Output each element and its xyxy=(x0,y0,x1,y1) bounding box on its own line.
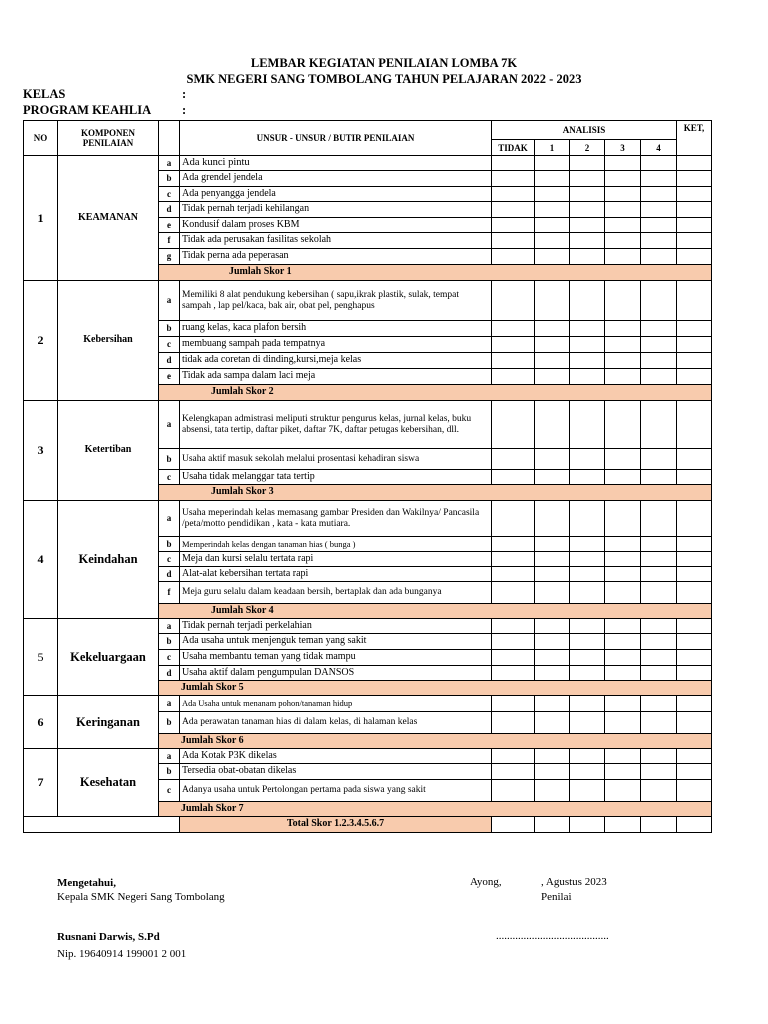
score-cell[interactable] xyxy=(677,666,712,681)
score-cell[interactable] xyxy=(641,281,677,321)
score-cell[interactable] xyxy=(641,552,677,567)
sum-label: Jumlah Skor 2 xyxy=(159,385,712,401)
score-cell[interactable] xyxy=(535,749,570,764)
score-cell[interactable] xyxy=(492,187,535,202)
header-unsur: UNSUR - UNSUR / BUTIR PENILAIAN xyxy=(180,121,492,156)
item-letter: g xyxy=(159,249,180,265)
header-blank xyxy=(159,121,180,156)
score-cell[interactable] xyxy=(570,666,605,681)
section-name: Kebersihan xyxy=(58,281,159,401)
item-text: Adanya usaha untuk Pertolongan pertama pada siswa yang sakit xyxy=(180,780,492,802)
score-cell[interactable] xyxy=(641,449,677,470)
item-letter: c xyxy=(159,470,180,485)
score-cell[interactable] xyxy=(570,537,605,552)
score-cell[interactable] xyxy=(492,156,535,171)
score-cell[interactable] xyxy=(492,353,535,369)
score-cell[interactable] xyxy=(570,249,605,265)
item-text: Kelengkapan admistrasi meliputi struktur pengurus kelas, jurnal kelas, buku absensi, tata tertip, daftar piket, daftar 7K, daftar petugas kebersihan, dll. xyxy=(180,401,492,449)
score-cell[interactable] xyxy=(641,666,677,681)
score-cell[interactable] xyxy=(570,634,605,650)
score-cell[interactable] xyxy=(677,552,712,567)
item-text: ruang kelas, kaca plafon bersih xyxy=(180,321,492,337)
score-cell[interactable] xyxy=(605,337,641,353)
item-letter: a xyxy=(159,156,180,171)
score-cell[interactable] xyxy=(641,634,677,650)
item-letter: c xyxy=(159,552,180,567)
score-cell[interactable] xyxy=(677,249,712,265)
score-cell[interactable] xyxy=(570,187,605,202)
score-cell[interactable] xyxy=(605,401,641,449)
score-cell[interactable] xyxy=(605,281,641,321)
score-cell[interactable] xyxy=(677,650,712,666)
score-cell[interactable] xyxy=(570,281,605,321)
score-cell[interactable] xyxy=(605,619,641,634)
score-cell[interactable] xyxy=(677,780,712,802)
score-cell[interactable] xyxy=(570,552,605,567)
item-letter: a xyxy=(159,501,180,537)
header-tidak: TIDAK xyxy=(492,140,535,156)
score-cell[interactable] xyxy=(535,218,570,233)
score-cell[interactable] xyxy=(677,171,712,187)
score-cell[interactable] xyxy=(605,567,641,582)
table-row xyxy=(24,281,712,321)
score-cell[interactable] xyxy=(605,233,641,249)
score-cell[interactable] xyxy=(570,650,605,666)
score-cell[interactable] xyxy=(641,233,677,249)
score-cell[interactable] xyxy=(677,537,712,552)
item-text: Meja guru selalu dalam keadaan bersih, bertaplak dan ada bunganya xyxy=(180,582,492,604)
score-cell[interactable] xyxy=(535,552,570,567)
score-cell[interactable] xyxy=(677,764,712,780)
score-cell[interactable] xyxy=(641,650,677,666)
table-body xyxy=(24,156,712,833)
score-cell[interactable] xyxy=(677,582,712,604)
score-cell[interactable] xyxy=(492,780,535,802)
document-subtitle: SMK NEGERI SANG TOMBOLANG TAHUN PELAJARAN 2022 - 2023 xyxy=(186,72,582,86)
section-name: KEAMANAN xyxy=(58,156,159,281)
item-letter: a xyxy=(159,619,180,634)
section-name: Keindahan xyxy=(58,501,159,619)
score-cell[interactable] xyxy=(492,650,535,666)
date-label: , Agustus 2023 xyxy=(541,876,607,888)
score-cell[interactable] xyxy=(492,369,535,385)
score-cell[interactable] xyxy=(570,353,605,369)
signer-name: Rusnani Darwis, S.Pd xyxy=(57,931,160,943)
kelas-label: KELAS xyxy=(23,87,66,101)
score-cell[interactable] xyxy=(570,202,605,218)
header-score-1: 1 xyxy=(535,140,570,156)
score-cell[interactable] xyxy=(641,567,677,582)
header-score-2: 2 xyxy=(570,140,605,156)
score-cell[interactable] xyxy=(641,156,677,171)
score-cell[interactable] xyxy=(492,696,535,712)
score-cell[interactable] xyxy=(492,249,535,265)
score-cell[interactable] xyxy=(570,156,605,171)
item-letter: c xyxy=(159,780,180,802)
section-name: Kekeluargaan xyxy=(58,619,159,696)
item-letter: d xyxy=(159,353,180,369)
score-cell[interactable] xyxy=(641,337,677,353)
score-cell[interactable] xyxy=(605,218,641,233)
item-text: Kondusif dalam proses KBM xyxy=(180,218,492,233)
score-cell[interactable] xyxy=(677,749,712,764)
item-letter: b xyxy=(159,171,180,187)
header-no: NO xyxy=(24,121,58,156)
item-text: Tidak pernah terjadi kehilangan xyxy=(180,202,492,218)
score-cell[interactable] xyxy=(535,321,570,337)
score-cell[interactable] xyxy=(492,218,535,233)
total-score-cell[interactable] xyxy=(677,817,712,833)
score-cell[interactable] xyxy=(677,449,712,470)
total-label: Total Skor 1.2.3.4.5.6.7 xyxy=(180,817,492,833)
score-cell[interactable] xyxy=(535,281,570,321)
total-score-cell[interactable] xyxy=(535,817,570,833)
section-number: 2 xyxy=(24,281,58,401)
score-cell[interactable] xyxy=(641,712,677,734)
score-cell[interactable] xyxy=(641,353,677,369)
header-ket: KET, xyxy=(677,121,712,156)
score-cell[interactable] xyxy=(535,401,570,449)
score-cell[interactable] xyxy=(677,281,712,321)
total-row xyxy=(24,817,712,833)
score-cell[interactable] xyxy=(492,470,535,485)
score-cell[interactable] xyxy=(492,337,535,353)
score-cell[interactable] xyxy=(570,171,605,187)
item-letter: d xyxy=(159,202,180,218)
score-cell[interactable] xyxy=(535,249,570,265)
item-letter: a xyxy=(159,696,180,712)
item-letter: a xyxy=(159,749,180,764)
sum-label: Jumlah Skor 6 xyxy=(159,734,712,749)
item-text: Ada grendel jendela xyxy=(180,171,492,187)
score-cell[interactable] xyxy=(605,634,641,650)
table-row xyxy=(24,501,712,537)
item-letter: a xyxy=(159,281,180,321)
item-text: Ada Usaha untuk menanam pohon/tanaman hidup xyxy=(180,696,492,712)
score-cell[interactable] xyxy=(570,401,605,449)
item-letter: e xyxy=(159,369,180,385)
item-letter: c xyxy=(159,337,180,353)
score-cell[interactable] xyxy=(641,369,677,385)
score-cell[interactable] xyxy=(492,537,535,552)
item-text: Alat-alat kebersihan tertata rapi xyxy=(180,567,492,582)
score-cell[interactable] xyxy=(677,501,712,537)
score-cell[interactable] xyxy=(677,337,712,353)
item-text: Usaha aktif dalam pengumpulan DANSOS xyxy=(180,666,492,681)
score-cell[interactable] xyxy=(605,749,641,764)
score-cell[interactable] xyxy=(535,712,570,734)
penilai-label: Penilai xyxy=(541,891,572,903)
score-cell[interactable] xyxy=(535,353,570,369)
section-number: 7 xyxy=(24,749,58,817)
score-cell[interactable] xyxy=(535,470,570,485)
score-cell[interactable] xyxy=(677,202,712,218)
sum-label: Jumlah Skor 1 xyxy=(159,265,712,281)
header-score-3: 3 xyxy=(605,140,641,156)
score-cell[interactable] xyxy=(492,501,535,537)
header-analisis: ANALISIS xyxy=(492,121,677,140)
score-cell[interactable] xyxy=(492,281,535,321)
total-score-cell[interactable] xyxy=(570,817,605,833)
score-cell[interactable] xyxy=(570,233,605,249)
section-number: 3 xyxy=(24,401,58,501)
score-cell[interactable] xyxy=(605,696,641,712)
section-name: Ketertiban xyxy=(58,401,159,501)
score-cell[interactable] xyxy=(492,401,535,449)
item-letter: c xyxy=(159,187,180,202)
section-number: 6 xyxy=(24,696,58,749)
score-cell[interactable] xyxy=(492,202,535,218)
score-cell[interactable] xyxy=(641,537,677,552)
score-cell[interactable] xyxy=(605,650,641,666)
score-cell[interactable] xyxy=(570,369,605,385)
score-cell[interactable] xyxy=(535,369,570,385)
score-cell[interactable] xyxy=(535,666,570,681)
score-cell[interactable] xyxy=(677,634,712,650)
program-label: PROGRAM KEAHLIA xyxy=(23,103,152,117)
score-cell[interactable] xyxy=(677,156,712,171)
score-cell[interactable] xyxy=(605,712,641,734)
score-cell[interactable] xyxy=(641,619,677,634)
score-cell[interactable] xyxy=(605,249,641,265)
score-cell[interactable] xyxy=(535,537,570,552)
item-text: tidak ada coretan di dinding,kursi,meja kelas xyxy=(180,353,492,369)
score-cell[interactable] xyxy=(570,470,605,485)
item-text: Ada perawatan tanaman hias di dalam kelas, di halaman kelas xyxy=(180,712,492,734)
item-letter: b xyxy=(159,764,180,780)
item-text: Tidak ada perusakan fasilitas sekolah xyxy=(180,233,492,249)
score-cell[interactable] xyxy=(677,353,712,369)
score-cell[interactable] xyxy=(677,187,712,202)
score-cell[interactable] xyxy=(535,156,570,171)
score-cell[interactable] xyxy=(605,321,641,337)
score-cell[interactable] xyxy=(535,171,570,187)
table-row xyxy=(24,749,712,764)
table-row xyxy=(24,401,712,449)
signer-nip: Nip. 19640914 199001 2 001 xyxy=(57,948,187,960)
score-cell[interactable] xyxy=(641,321,677,337)
score-cell[interactable] xyxy=(535,764,570,780)
sum-label: Jumlah Skor 4 xyxy=(159,604,712,619)
score-cell[interactable] xyxy=(570,567,605,582)
kelas-colon: : xyxy=(182,87,187,101)
item-text: Tersedia obat-obatan dikelas xyxy=(180,764,492,780)
place-label: Ayong, xyxy=(470,876,502,888)
section-number: 4 xyxy=(24,501,58,619)
score-cell[interactable] xyxy=(492,171,535,187)
score-cell[interactable] xyxy=(492,666,535,681)
item-text: Ada kunci pintu xyxy=(180,156,492,171)
item-text: Memperindah kelas dengan tanaman hias ( bunga ) xyxy=(180,537,492,552)
item-letter: b xyxy=(159,712,180,734)
score-cell[interactable] xyxy=(535,696,570,712)
score-cell[interactable] xyxy=(605,780,641,802)
section-number: 5 xyxy=(24,619,58,696)
score-cell[interactable] xyxy=(641,749,677,764)
score-cell[interactable] xyxy=(605,187,641,202)
score-cell[interactable] xyxy=(641,764,677,780)
score-cell[interactable] xyxy=(605,552,641,567)
score-cell[interactable] xyxy=(570,321,605,337)
score-cell[interactable] xyxy=(492,233,535,249)
score-cell[interactable] xyxy=(605,537,641,552)
document-title: LEMBAR KEGIATAN PENILAIAN LOMBA 7K xyxy=(250,56,518,70)
table-row xyxy=(24,619,712,634)
score-cell[interactable] xyxy=(492,449,535,470)
item-text: Tidak ada sampa dalam laci meja xyxy=(180,369,492,385)
score-cell[interactable] xyxy=(570,619,605,634)
total-score-cell[interactable] xyxy=(605,817,641,833)
item-text: Tidak perna ada peperasan xyxy=(180,249,492,265)
total-score-cell[interactable] xyxy=(641,817,677,833)
score-cell[interactable] xyxy=(570,780,605,802)
score-cell[interactable] xyxy=(492,552,535,567)
score-cell[interactable] xyxy=(535,187,570,202)
score-cell[interactable] xyxy=(492,749,535,764)
score-cell[interactable] xyxy=(570,764,605,780)
score-cell[interactable] xyxy=(535,634,570,650)
score-cell[interactable] xyxy=(492,764,535,780)
score-cell[interactable] xyxy=(677,567,712,582)
section-name: Kesehatan xyxy=(58,749,159,817)
score-cell[interactable] xyxy=(535,780,570,802)
score-cell[interactable] xyxy=(605,353,641,369)
score-cell[interactable] xyxy=(570,749,605,764)
score-cell[interactable] xyxy=(535,650,570,666)
item-letter: c xyxy=(159,650,180,666)
item-letter: f xyxy=(159,582,180,604)
score-cell[interactable] xyxy=(605,764,641,780)
score-cell[interactable] xyxy=(677,218,712,233)
program-field xyxy=(23,103,187,118)
score-cell[interactable] xyxy=(677,233,712,249)
item-letter: d xyxy=(159,567,180,582)
item-letter: b xyxy=(159,537,180,552)
item-text: membuang sampah pada tempatnya xyxy=(180,337,492,353)
score-cell[interactable] xyxy=(677,619,712,634)
total-score-cell[interactable] xyxy=(492,817,535,833)
item-letter: f xyxy=(159,233,180,249)
item-text: Usaha membantu teman yang tidak mampu xyxy=(180,650,492,666)
item-text: Usaha aktif masuk sekolah melalui prosentasi kehadiran siswa xyxy=(180,449,492,470)
score-cell[interactable] xyxy=(641,171,677,187)
score-cell[interactable] xyxy=(570,218,605,233)
section-name: Keringanan xyxy=(58,696,159,749)
assessment-table xyxy=(23,120,712,833)
mengetahui-label: Mengetahui, xyxy=(57,877,116,889)
item-text: Usaha tidak melanggar tata tertip xyxy=(180,470,492,485)
score-cell[interactable] xyxy=(677,696,712,712)
score-cell[interactable] xyxy=(570,582,605,604)
table-row xyxy=(24,156,712,171)
sum-label: Jumlah Skor 3 xyxy=(159,485,712,501)
score-cell[interactable] xyxy=(492,634,535,650)
score-cell[interactable] xyxy=(641,696,677,712)
total-blank xyxy=(24,817,180,833)
score-cell[interactable] xyxy=(492,712,535,734)
item-text: Ada usaha untuk menjenguk teman yang sakit xyxy=(180,634,492,650)
score-cell[interactable] xyxy=(605,156,641,171)
sum-label: Jumlah Skor 5 xyxy=(159,681,712,696)
score-cell[interactable] xyxy=(677,401,712,449)
score-cell[interactable] xyxy=(605,666,641,681)
item-letter: b xyxy=(159,449,180,470)
score-cell[interactable] xyxy=(535,449,570,470)
kepala-label: Kepala SMK Negeri Sang Tombolang xyxy=(57,891,225,903)
score-cell[interactable] xyxy=(535,619,570,634)
item-letter: b xyxy=(159,321,180,337)
score-cell[interactable] xyxy=(641,401,677,449)
score-cell[interactable] xyxy=(677,321,712,337)
item-text: Usaha meperindah kelas memasang gambar Presiden dan Wakilnya/ Pancasila /peta/motto pendidikan , kata - kata mutiara. xyxy=(180,501,492,537)
item-letter: e xyxy=(159,218,180,233)
score-cell[interactable] xyxy=(641,501,677,537)
score-cell[interactable] xyxy=(641,218,677,233)
score-cell[interactable] xyxy=(641,582,677,604)
score-cell[interactable] xyxy=(605,449,641,470)
penilai-signature-line: ......................................... xyxy=(496,930,609,942)
header-komponen: KOMPONEN PENILAIAN xyxy=(58,121,159,156)
score-cell[interactable] xyxy=(492,582,535,604)
kelas-field xyxy=(23,87,187,102)
score-cell[interactable] xyxy=(641,780,677,802)
score-cell[interactable] xyxy=(570,337,605,353)
score-cell[interactable] xyxy=(535,582,570,604)
score-cell[interactable] xyxy=(570,449,605,470)
score-cell[interactable] xyxy=(570,696,605,712)
score-cell[interactable] xyxy=(677,369,712,385)
score-cell[interactable] xyxy=(535,202,570,218)
program-colon: : xyxy=(182,103,187,117)
score-cell[interactable] xyxy=(535,567,570,582)
score-cell[interactable] xyxy=(492,567,535,582)
score-cell[interactable] xyxy=(605,369,641,385)
score-cell[interactable] xyxy=(492,619,535,634)
item-letter: a xyxy=(159,401,180,449)
score-cell[interactable] xyxy=(605,202,641,218)
item-text: Ada penyangga jendela xyxy=(180,187,492,202)
sum-label: Jumlah Skor 7 xyxy=(159,802,712,817)
score-cell[interactable] xyxy=(492,321,535,337)
score-cell[interactable] xyxy=(677,712,712,734)
score-cell[interactable] xyxy=(677,470,712,485)
item-text: Meja dan kursi selalu tertata rapi xyxy=(180,552,492,567)
item-text: Tidak pernah terjadi perkelahian xyxy=(180,619,492,634)
item-text: Memiliki 8 alat pendukung kebersihan ( sapu,ikrak plastik, sulak, tempat sampah , lap pel/kaca, bak air, obat pel, penghapus xyxy=(180,281,492,321)
score-cell[interactable] xyxy=(535,233,570,249)
header-score-4: 4 xyxy=(641,140,677,156)
score-cell[interactable] xyxy=(605,470,641,485)
score-cell[interactable] xyxy=(605,171,641,187)
table-row xyxy=(24,696,712,712)
score-cell[interactable] xyxy=(641,249,677,265)
score-cell[interactable] xyxy=(535,337,570,353)
score-cell[interactable] xyxy=(570,712,605,734)
score-cell[interactable] xyxy=(570,501,605,537)
score-cell[interactable] xyxy=(605,501,641,537)
score-cell[interactable] xyxy=(641,202,677,218)
item-letter: b xyxy=(159,634,180,650)
score-cell[interactable] xyxy=(605,582,641,604)
item-text: Ada Kotak P3K dikelas xyxy=(180,749,492,764)
item-letter: d xyxy=(159,666,180,681)
score-cell[interactable] xyxy=(641,187,677,202)
score-cell[interactable] xyxy=(641,470,677,485)
section-number: 1 xyxy=(24,156,58,281)
score-cell[interactable] xyxy=(535,501,570,537)
